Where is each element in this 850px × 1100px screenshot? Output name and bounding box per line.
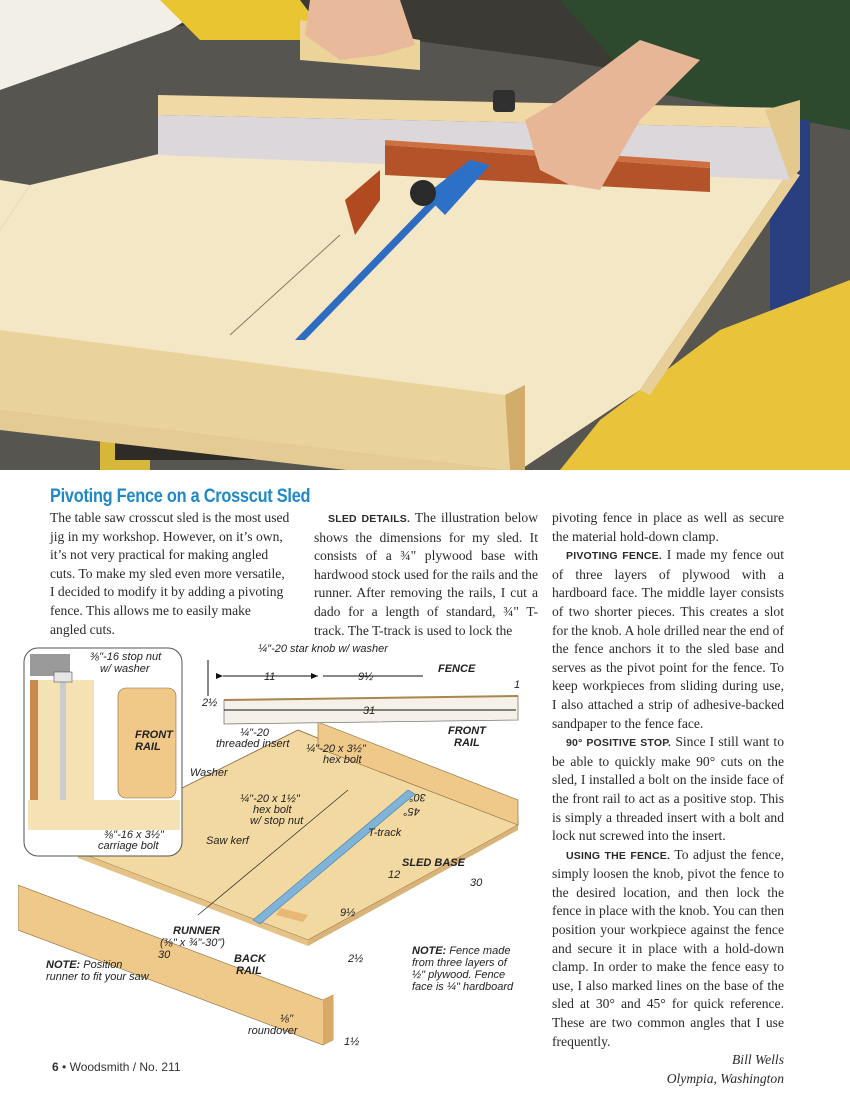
inset-front-rail-label: FRONT [135,729,173,741]
hex-bolt-short-label-3: w/ stop nut [250,815,304,827]
using-fence-paragraph [552,846,784,1052]
note-runner: NOTE: Position [46,959,123,971]
inset-front-rail-label-2: RAIL [135,741,161,753]
column-two [314,509,538,640]
page-footer [52,1060,181,1074]
section-body: To adjust the fence, simply loosen the knob, pivot the fence to the desired location, and then lock the fence in place with the knob. You can then position your workpiece against the fence and secure it in place with a hold-down clamp. In order to make the fence easy to use, I also marked lines on the base of the sled at 30° and 45° for quick reference. These are two common angles that I use frequently. [552,846,785,1049]
dim-30-left: 30 [158,949,171,961]
pivoting-fence-paragraph [552,546,784,733]
sled-dimension-diagram [18,640,538,1055]
hex-bolt-long-label: ¼"-20 x 3½" [306,743,366,755]
hex-bolt-long-label-2: hex bolt [323,754,362,766]
saw-kerf-label: Saw kerf [206,835,249,847]
runner-size-label: (⅜" x ¾"-30") [160,937,225,949]
star-knob-label: ¼"-20 star knob w/ washer [258,643,388,655]
dim-2-half-fence: 2½ [202,697,218,709]
t-track-label: T-track [368,827,402,839]
fence-label: FENCE [438,663,476,675]
note-fence-4: face is ¼" hardboard [412,981,514,993]
roundover-label: ⅛" [280,1013,294,1025]
hex-bolt-short-label-2: hex bolt [253,804,292,816]
section-heading-using-fence: USING THE FENCE. [566,849,671,862]
section-heading-sled-details: SLED DETAILS. [328,513,411,525]
inset-carriage-bolt-label-2: carriage bolt [98,840,159,852]
section-body: Since I still want to be able to quickly make 90° cuts on the sled, I installed a bolt on the inside face of the front rail to act as a positive stop. This is simply a threaded insert with a bolt and lock nut screwed into the insert. [552,734,784,844]
roundover-label-2: roundover [248,1025,298,1037]
back-rail-label-2: RAIL [236,965,262,977]
front-rail-label: FRONT [448,725,486,737]
runner-label: RUNNER [173,925,221,937]
positive-stop-paragraph [552,733,784,846]
publication-name: Woodsmith / No. 211 [69,1060,181,1074]
note-runner-2: runner to fit your saw [46,971,149,983]
dim-1: 1 [514,679,521,691]
inset-carriage-bolt-label: ⅜"-16 x 3½" [104,829,164,841]
author-name: Bill Wells [732,1052,784,1068]
dim-2-half-rail: 2½ [348,953,364,965]
intro-column [50,509,290,639]
dim-31: 31 [363,705,376,717]
section-heading-positive-stop: 90° POSITIVE STOP. [566,737,672,750]
note-fence: NOTE: Fence made [412,945,511,957]
section-body: I made my fence out of three layers of plywood with a hardboard face. The middle layer consists of two shorter pieces. This creates a slot for the knob. A hole drilled near the end of the fence anchors it to the sled base and serves as the pivot point for the fence. To keep workpieces from sliding during use, I also attached a strip of adhesive-backed sandpaper to the fence face. [552,547,784,731]
inset-stop-nut-label: ⅜"-16 stop nut [90,651,162,663]
dim-9-half-bottom: 9½ [340,907,356,919]
hero-photo-crosscut-sled [0,0,850,470]
dim-11: 11 [264,671,276,683]
front-rail-label-2: RAIL [454,737,480,749]
threaded-insert-label-2: threaded insert [216,738,290,750]
dim-1-half: 1½ [344,1036,360,1048]
sled-base-label: SLED BASE [402,857,465,869]
angle-30-mark: 30° [409,791,426,803]
note-fence-3: ½" plywood. Fence [412,969,506,981]
angle-45-mark: 45° [403,805,420,817]
washer-label: Washer [190,767,228,779]
section-heading-pivoting-fence: PIVOTING FENCE. [566,550,662,563]
note-fence-2: from three layers of [412,957,507,969]
inset-stop-nut-label-2: w/ washer [100,663,150,675]
dim-30-right: 30 [470,877,483,889]
page-number: 6 [52,1060,59,1074]
dim-9-half-top: 9½ [358,671,374,683]
continued-paragraph: pivoting fence in place as well as secure the material hold-down clamp. [552,510,784,544]
section-body: The illustration below shows the dimensions for my sled. It consists of a ¾" plywood base with hardwood stock used for the rails and the runner. After removing the rails, I cut a dado for a length of standard, ¾" T-track. The T-track is used to lock the [314,510,539,638]
intro-paragraph: The table saw crosscut sled is the most used jig in my workshop. However, on it’s own, it’s not very practical for making angled cuts. To make my sled even more versatile, I decided to modify it by adding a pivoting fence. This allows me to easily make angled cuts. [50,510,290,637]
sled-details-paragraph [314,509,538,640]
threaded-insert-label: ¼"-20 [240,727,269,739]
bullet: • [62,1060,67,1074]
dim-12: 12 [388,869,401,881]
author-location: Olympia, Washington [666,1070,784,1086]
article-title: Pivoting Fence on a Crosscut Sled [50,486,311,507]
inset-detail [24,648,182,856]
column-three [552,509,784,1088]
back-rail-label: BACK [234,953,266,965]
hex-bolt-short-label: ¼"-20 x 1½" [240,793,300,805]
